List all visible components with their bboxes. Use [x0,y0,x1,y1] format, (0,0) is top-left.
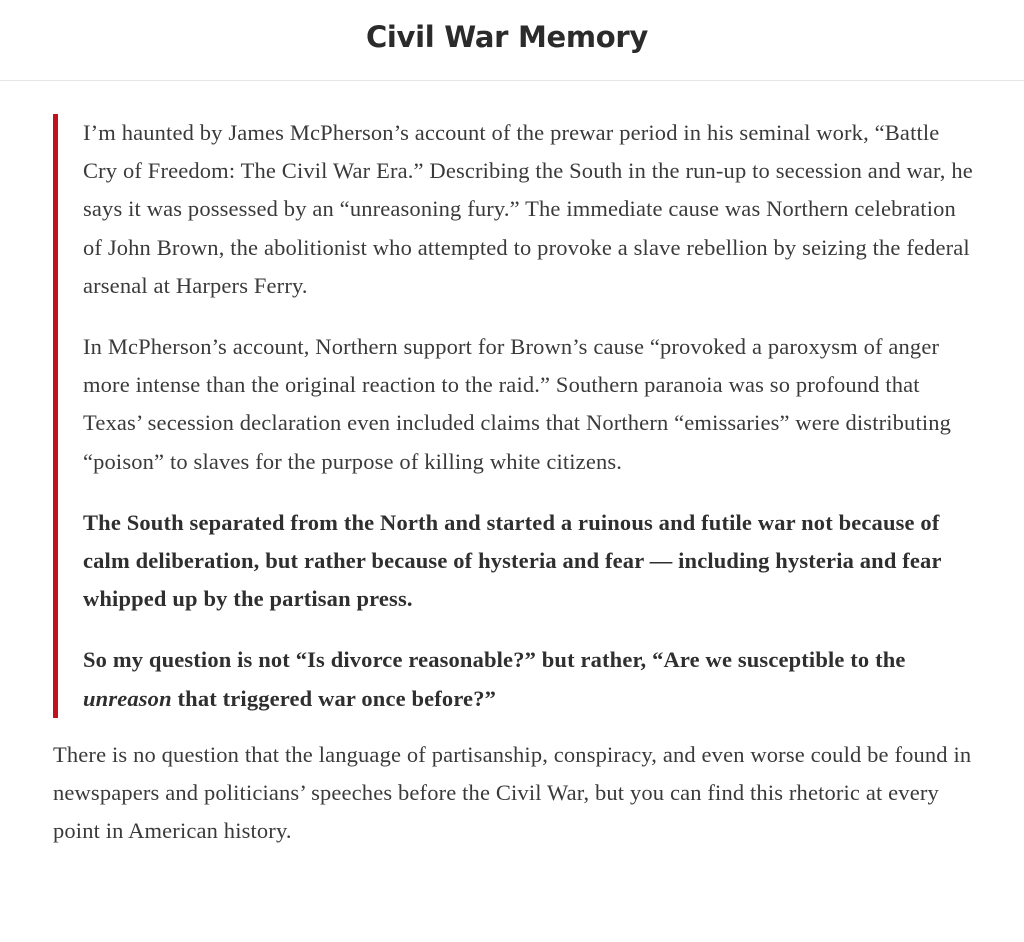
quote-paragraph-4 [83,641,973,717]
article-body [53,114,973,850]
site-header [0,0,1024,81]
quote-paragraph-2: In McPherson’s account, Northern support for Brown’s cause “provoked a paroxysm of anger more intense than the original reaction to the raid.” Southern paranoia was so profound that Texas’ secession declaration even included claims that Northern “emissaries” were distributing “poison” to slaves for the purpose of killing white citizens. [83,334,952,474]
emphasized-word: unreason [83,685,172,711]
quote-paragraph-4-text-end: that triggered war once before?” [171,685,496,711]
body-paragraph: There is no question that the language of partisanship, conspiracy, and even worse could be found in newspapers and politicians’ speeches before the Civil War, but you can find this rhetoric at every point in American history. [53,741,972,844]
block-quote [53,114,973,718]
quote-paragraph-4-text-start: So my question is not “Is divorce reasonable?” but rather, “Are we susceptible to the [83,647,906,673]
quote-paragraph-3: The South separated from the North and started a ruinous and futile war not because of calm deliberation, but rather because of hysteria and fear — including hysteria and fear whipped up by the partisan press. [83,509,942,612]
site-title[interactable]: Civil War Memory [365,20,649,54]
quote-paragraph-1: I’m haunted by James McPherson’s account of the prewar period in his seminal work, “Battle Cry of Freedom: The Civil War Era.” Describing the South in the run-up to secession and war, he says it was possessed by an “unreasoning fury.” The immediate cause was Northern celebration of John Brown, the abolitionist who attempted to provoke a slave rebellion by seizing the federal arsenal at Harpers Ferry. [83,120,973,298]
